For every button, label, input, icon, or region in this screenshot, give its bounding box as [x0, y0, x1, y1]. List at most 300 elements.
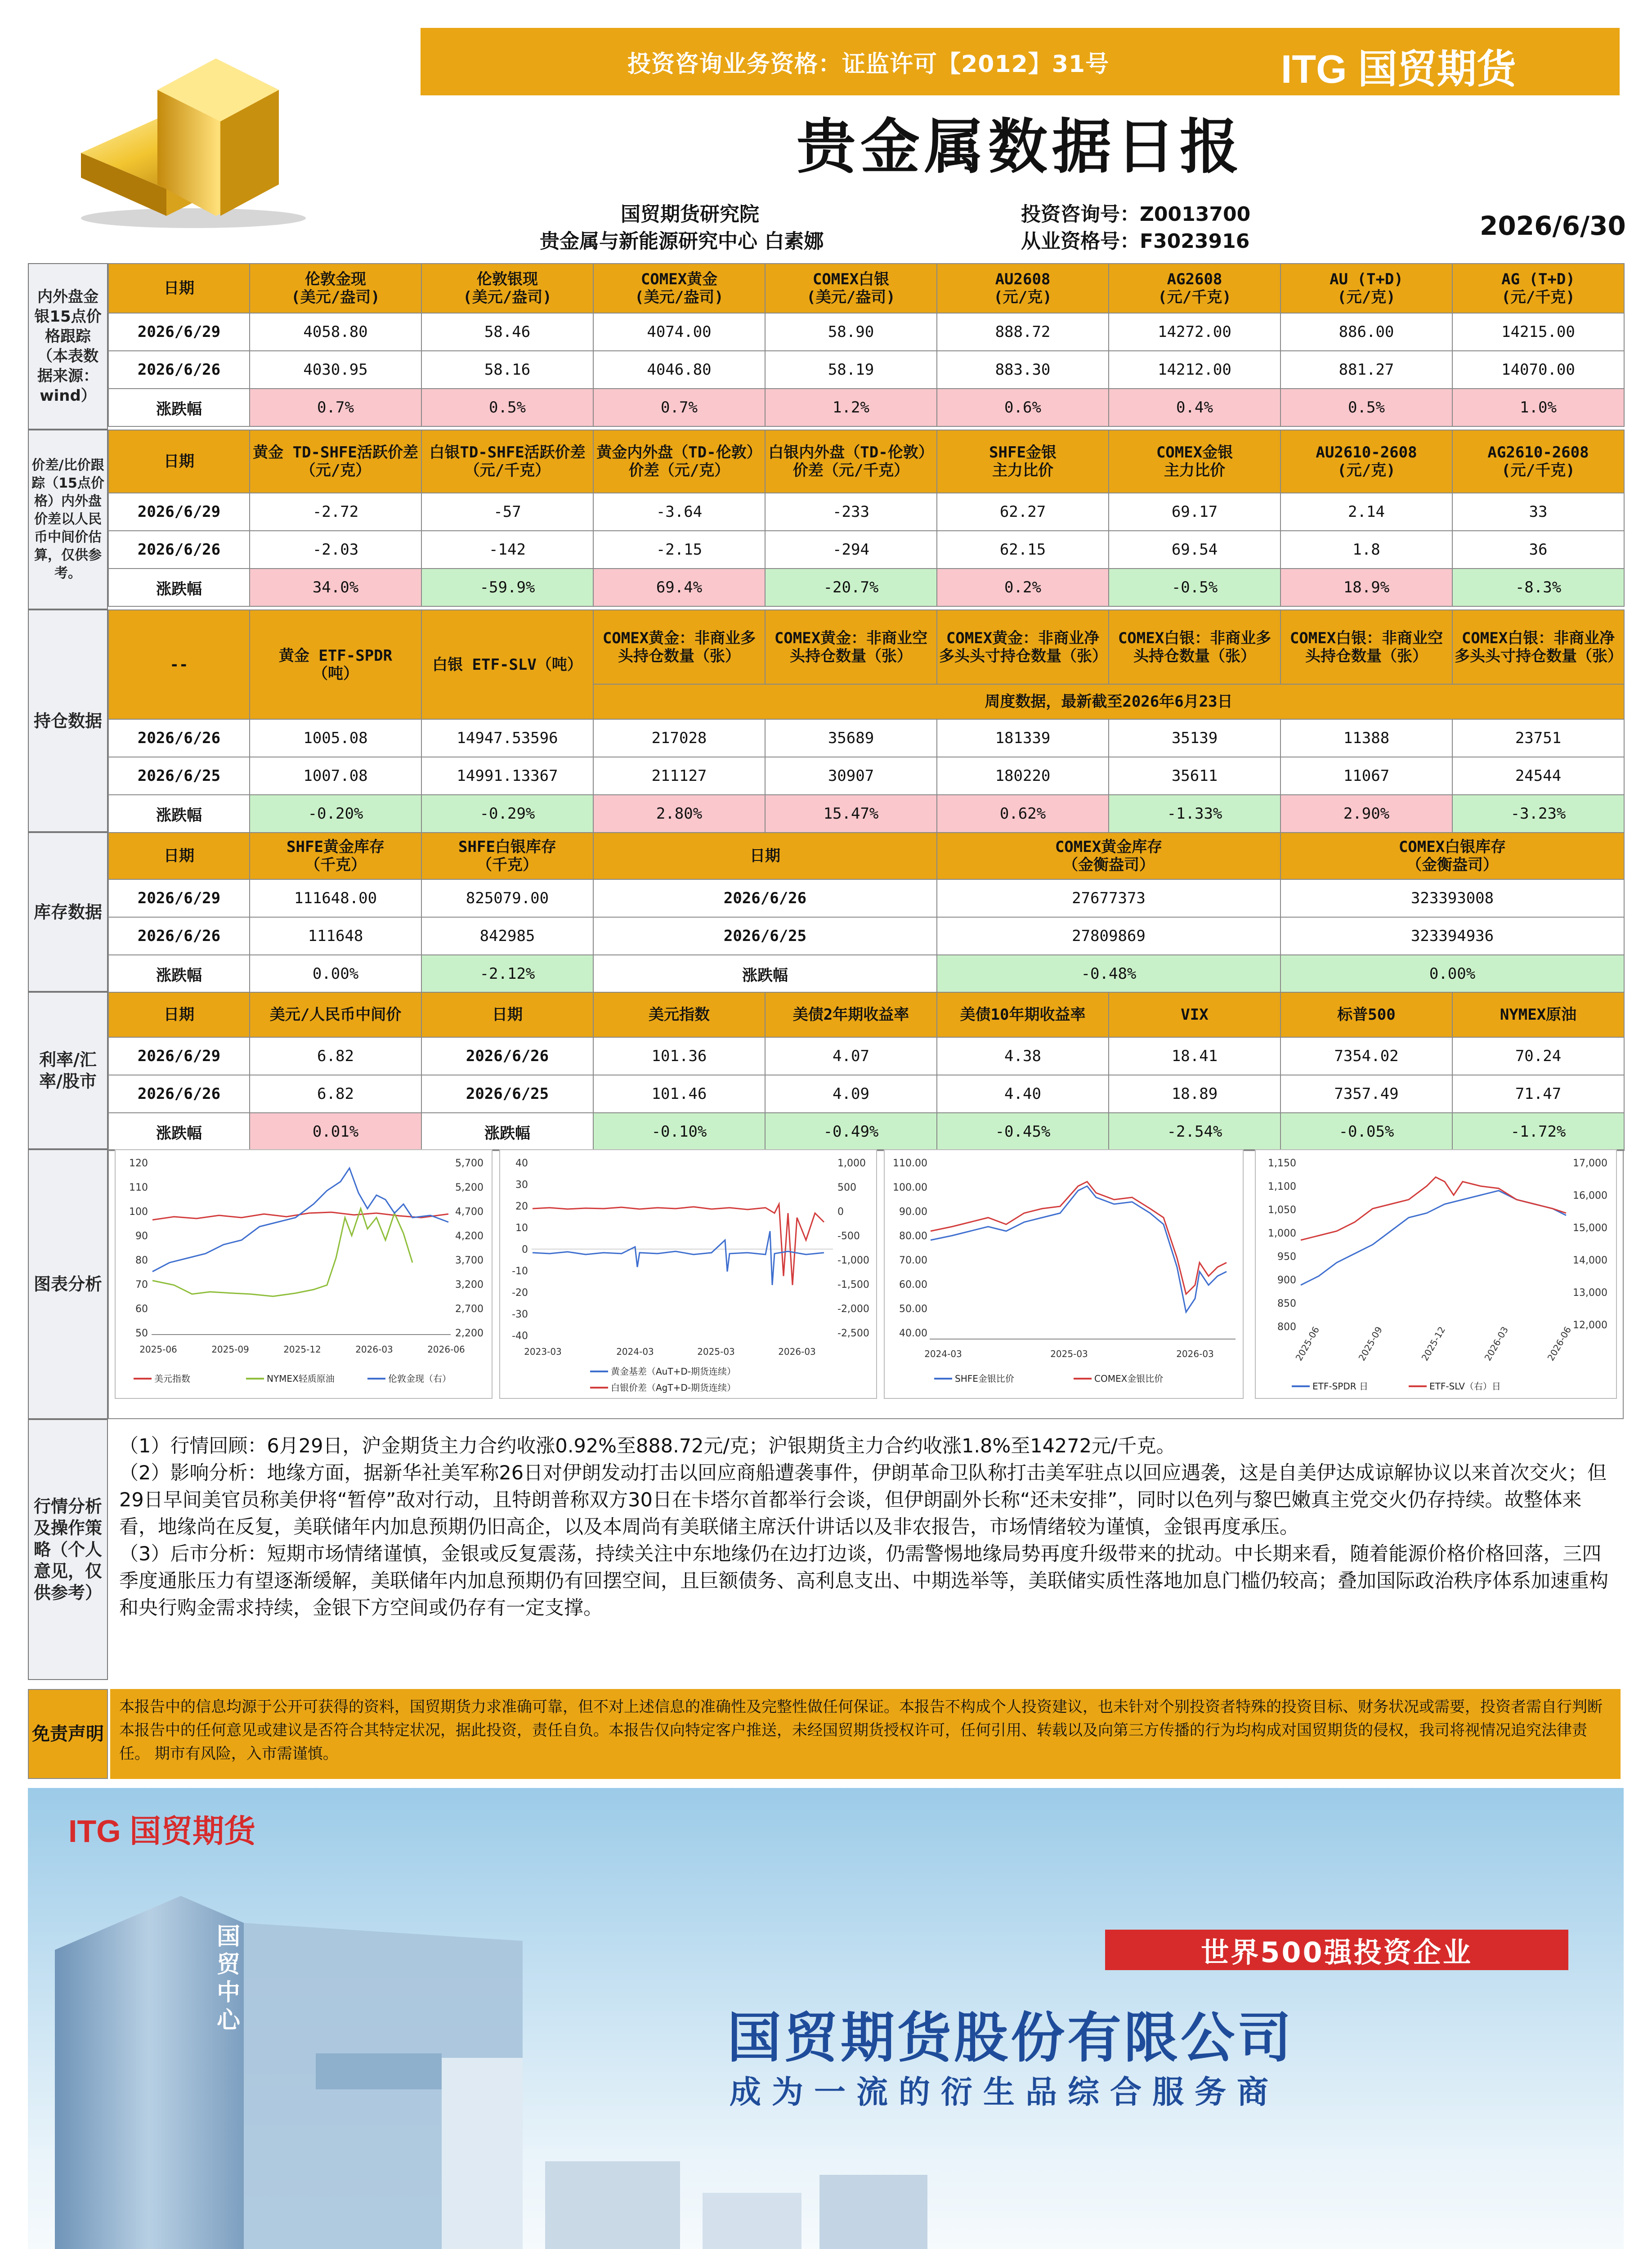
disclaimer-text: 本报告中的信息均源于公开可获得的资料，国贸期货力求准确可靠，但不对上述信息的准确性及完整性做任何保证。本报告不构成个人投资建议，也未针对个别投资者特殊的投资目标、财务状况或需要，投资者需自行判断本报告中的任何意见或建议是否符合其特定状况，据此投资，责任自负。本报告仅向特定客户推送，未经国贸期货授权许可，任何引用、转载以及向第三方传播的行为均构成对国贸期货的侵权，我司将视情况追究法律责任。 期市有风险，入市需谨慎。 — [110, 1689, 1621, 1779]
value-cell: -2.72 — [250, 493, 421, 531]
legend-label: COMEX金银比价 — [1094, 1373, 1164, 1384]
series-spdr — [1301, 1191, 1566, 1285]
header-cell: COMEX黄金：非商业空头持仓数量（张） — [765, 610, 937, 684]
table-row — [108, 531, 1624, 569]
chart4-legend — [1292, 1381, 1501, 1392]
chart-svg-4 — [1256, 1150, 1618, 1400]
date-cell: 2026/6/26 — [108, 1075, 250, 1113]
axis-tick: -1,500 — [837, 1279, 869, 1290]
spread-table — [108, 430, 1625, 607]
change-cell: 0.00% — [250, 955, 421, 993]
header-cell: COMEX白银：非商业空头持仓数量（张） — [1280, 610, 1452, 684]
section-label-text: 行情分析及操作策略（个人意见，仅供参考） — [33, 1496, 102, 1603]
chart2-legend — [590, 1366, 736, 1393]
axis-tick: 30 — [515, 1179, 528, 1191]
series-wti-oil — [152, 1209, 412, 1296]
axis-tick: 15,000 — [1573, 1223, 1607, 1234]
axis-tick: 2026-06 — [427, 1344, 465, 1355]
value-cell: 11067 — [1280, 757, 1452, 795]
axis-tick: 16,000 — [1573, 1190, 1607, 1201]
value-cell: 4046.80 — [593, 351, 765, 389]
value-cell: 886.00 — [1280, 313, 1452, 351]
institute-name: 国贸期货研究院 — [621, 203, 759, 226]
change-label: 涨跌幅 — [593, 955, 937, 993]
value-cell: 35139 — [1109, 719, 1280, 757]
company-banner — [28, 1788, 1624, 2249]
change-cell: -0.49% — [765, 1113, 937, 1151]
change-cell: -8.3% — [1452, 569, 1624, 606]
axis-tick: -500 — [837, 1231, 860, 1242]
axis-tick: -10 — [512, 1266, 528, 1277]
value-cell: 14272.00 — [1109, 313, 1280, 351]
header-cell: SHFE白银库存 （千克） — [421, 833, 593, 879]
value-cell: 58.46 — [421, 313, 593, 351]
legend-label: NYMEX轻质原油 — [267, 1373, 335, 1384]
change-label: 涨跌幅 — [108, 795, 250, 833]
change-cell: 0.2% — [937, 569, 1109, 606]
value-cell: 58.19 — [765, 351, 937, 389]
header-cell: 黄金内外盘（TD-伦敦）价差（元/克） — [593, 430, 765, 493]
chart-basis-spread — [499, 1149, 877, 1399]
header-cell: SHFE黄金库存 （千克） — [250, 833, 421, 879]
change-cell: -2.12% — [421, 955, 593, 993]
table-row — [108, 1075, 1624, 1113]
axis-tick: 90.00 — [899, 1206, 927, 1218]
table-row — [108, 351, 1624, 389]
table-row — [108, 1037, 1624, 1075]
header-cell: AU (T+D) (元/克) — [1280, 264, 1452, 313]
axis-tick: -2,500 — [837, 1328, 869, 1339]
table-row — [108, 1113, 1624, 1151]
header-cell: 黄金 TD-SHFE活跃价差（元/克） — [250, 430, 421, 493]
chart2-left-ticks — [512, 1158, 528, 1342]
value-cell: 14212.00 — [1109, 351, 1280, 389]
axis-tick: -40 — [512, 1331, 528, 1342]
date-cell: 2026/6/26 — [108, 917, 250, 955]
date-cell: 2026/6/29 — [108, 493, 250, 531]
value-cell: 217028 — [593, 719, 765, 757]
date-cell: 2026/6/25 — [593, 917, 937, 955]
axis-tick: -2,000 — [837, 1304, 869, 1315]
value-cell: 1005.08 — [250, 719, 421, 757]
value-cell: 14070.00 — [1452, 351, 1624, 389]
section-label-disclaimer — [28, 1689, 108, 1779]
position-table — [108, 609, 1625, 833]
value-cell: 18.41 — [1109, 1037, 1280, 1075]
change-cell: 0.4% — [1109, 389, 1280, 426]
axis-tick: 20 — [515, 1201, 528, 1212]
change-cell: -0.5% — [1109, 569, 1280, 606]
header-cell: NYMEX原油 — [1452, 992, 1624, 1037]
value-cell: 6.82 — [250, 1037, 421, 1075]
axis-tick: 10 — [515, 1223, 528, 1234]
date-cell: 2026/6/25 — [108, 757, 250, 795]
legend-label: 白银价差（AgT+D-期货连续） — [611, 1382, 736, 1393]
table-row — [108, 757, 1624, 795]
axis-tick: 5,200 — [455, 1182, 484, 1193]
axis-tick: 4,200 — [455, 1231, 484, 1242]
table-row — [108, 879, 1624, 917]
header-cell: 标普500 — [1280, 992, 1452, 1037]
change-cell: 0.6% — [937, 389, 1109, 426]
value-cell: 36 — [1452, 531, 1624, 569]
table-row — [108, 493, 1624, 531]
header-cell: 日期 — [108, 833, 250, 879]
date-cell: 2026/6/26 — [421, 1037, 593, 1075]
value-cell: 33 — [1452, 493, 1624, 531]
axis-tick: 2024-03 — [924, 1349, 962, 1359]
value-cell: 181339 — [937, 719, 1109, 757]
axis-tick: 12,000 — [1573, 1320, 1607, 1331]
value-cell: 4.38 — [937, 1037, 1109, 1075]
axis-tick: 800 — [1277, 1322, 1296, 1333]
change-cell: -1.72% — [1452, 1113, 1624, 1151]
change-cell: 0.5% — [421, 389, 593, 426]
change-cell: 18.9% — [1280, 569, 1452, 606]
axis-tick: 2026-06 — [1545, 1325, 1574, 1363]
banner-logo: ITG 国贸期货 — [68, 1814, 256, 1849]
axis-tick: 120 — [129, 1158, 148, 1169]
axis-tick: 500 — [837, 1182, 856, 1193]
header-cell: AU2610-2608 (元/克) — [1280, 430, 1452, 493]
chart3-x-ticks — [924, 1349, 1214, 1359]
change-cell: 0.00% — [1280, 955, 1624, 993]
analysis-paragraph: （1）行情回顾：6月29日，沪金期货主力合约收涨0.92%至888.72元/克；沪银期货主力合约收涨1.8%至14272元/千克。 — [119, 1435, 1176, 1457]
header-cell: COMEX黄金：非商业多头持仓数量（张） — [593, 610, 765, 684]
value-cell: 35611 — [1109, 757, 1280, 795]
change-cell: 1.2% — [765, 389, 937, 426]
company-slogan: 成为一流的衍生品综合服务商 — [730, 2074, 1279, 2110]
series-shfe-ratio — [931, 1186, 1227, 1312]
axis-tick: 2025-06 — [1293, 1325, 1322, 1363]
header-cell: AU2608 (元/克) — [937, 264, 1109, 313]
axis-tick: 70 — [135, 1279, 148, 1290]
axis-tick: 2025-06 — [139, 1344, 177, 1355]
axis-tick: 1,150 — [1268, 1158, 1296, 1169]
research-center: 贵金属与新能源研究中心 白素娜 — [540, 230, 824, 253]
chart1-x-ticks — [139, 1344, 465, 1355]
header-cell: COMEX黄金：非商业净多头头寸持仓数量（张） — [937, 610, 1109, 684]
axis-tick: 1,000 — [837, 1158, 866, 1169]
value-cell: 4.07 — [765, 1037, 937, 1075]
table-row — [108, 569, 1624, 606]
change-cell: -0.29% — [421, 795, 593, 833]
axis-tick: 2026-03 — [355, 1344, 393, 1355]
itg-logo: ITG 国贸期货 — [1280, 47, 1516, 91]
header-cell: -- — [108, 610, 250, 719]
change-cell: -59.9% — [421, 569, 593, 606]
header-cell: 黄金 ETF-SPDR （吨） — [250, 610, 421, 719]
value-cell: -3.64 — [593, 493, 765, 531]
date-cell: 2026/6/29 — [108, 313, 250, 351]
change-cell: -0.48% — [937, 955, 1280, 993]
axis-tick: 100.00 — [893, 1182, 927, 1193]
chart-gold-silver-ratio — [884, 1149, 1244, 1399]
header-cell: AG2610-2608 (元/千克) — [1452, 430, 1624, 493]
axis-tick: 950 — [1277, 1251, 1296, 1263]
table-row — [108, 917, 1624, 955]
axis-tick: 60.00 — [899, 1279, 927, 1290]
value-cell: 4058.80 — [250, 313, 421, 351]
value-cell: 24544 — [1452, 757, 1624, 795]
series-slv — [1301, 1177, 1566, 1240]
series-london-gold — [152, 1168, 448, 1272]
value-cell: -2.03 — [250, 531, 421, 569]
value-cell: -294 — [765, 531, 937, 569]
value-cell: 2.14 — [1280, 493, 1452, 531]
analysis-paragraph: （3）后市分析：短期市场情绪谨慎，金银或反复震荡，持续关注中东地缘仍在边打边谈，仍需警惕地缘局势再度升级带来的扰动。中长期来看，随着能源价格价格回落，三四季度通胀压力有望逐渐缓解，美联储年内加息预期仍有回摆空间，且巨额债务、高利息支出、中期选举等，美联储实质性落地加息门槛仍较高；叠加国际政治秩序体系加速重构和央行购金需求持续，金银下方空间或仍存有一定支撑。 — [119, 1543, 1608, 1619]
header-cell: AG2608 (元/千克) — [1109, 264, 1280, 313]
company-name: 国贸期货股份有限公司 — [727, 2007, 1294, 2070]
axis-tick: 70.00 — [899, 1255, 927, 1266]
value-cell: 323393008 — [1280, 879, 1624, 917]
series-comex-ratio — [931, 1182, 1227, 1294]
axis-tick: 3,700 — [455, 1255, 484, 1266]
value-cell: 101.36 — [593, 1037, 765, 1075]
axis-tick: -30 — [512, 1309, 528, 1320]
chart4-x-ticks — [1294, 1325, 1574, 1362]
market-analysis — [110, 1428, 1621, 1678]
axis-tick: 3,200 — [455, 1279, 484, 1290]
tagline-text: 世界500强投资企业 — [1201, 1935, 1473, 1969]
section-label-charts — [28, 1149, 108, 1419]
axis-tick: 850 — [1277, 1298, 1296, 1309]
section-label-text: 利率/汇率/股市 — [39, 1050, 97, 1091]
axis-tick: 2026-03 — [778, 1346, 816, 1357]
header-cell: 白银 ETF-SLV（吨） — [421, 610, 593, 719]
axis-tick: 60 — [135, 1304, 148, 1315]
axis-tick: 900 — [1277, 1275, 1296, 1286]
change-label: 涨跌幅 — [108, 955, 250, 993]
change-cell: 0.7% — [250, 389, 421, 426]
chart-usd-oil-gold — [115, 1149, 492, 1399]
header-cell: COMEX白银：非商业多头持仓数量（张） — [1109, 610, 1280, 684]
axis-tick: 90 — [135, 1231, 148, 1242]
axis-tick: 2025-12 — [283, 1344, 321, 1355]
legend-label: SHFE金银比价 — [955, 1373, 1014, 1384]
date-cell: 2026/6/25 — [421, 1075, 593, 1113]
axis-tick: 80 — [135, 1255, 148, 1266]
value-cell: 888.72 — [937, 313, 1109, 351]
chart2-right-ticks — [837, 1158, 869, 1339]
value-cell: 4074.00 — [593, 313, 765, 351]
consult-number: 投资咨询号：Z0013700 — [1021, 203, 1251, 226]
axis-tick: 2025-03 — [697, 1346, 735, 1357]
legend-label: 美元指数 — [154, 1373, 190, 1384]
price-table — [108, 263, 1625, 427]
header-cell: 日期 — [108, 430, 250, 493]
axis-tick: -1,000 — [837, 1255, 869, 1266]
axis-tick: 4,700 — [455, 1206, 484, 1218]
inventory-table — [108, 832, 1625, 993]
axis-tick: 13,000 — [1573, 1287, 1607, 1299]
axis-tick: 2026-03 — [1176, 1349, 1214, 1359]
chart-svg-1 — [116, 1150, 493, 1400]
table-row — [108, 313, 1624, 351]
value-cell: 883.30 — [937, 351, 1109, 389]
axis-tick: 5,700 — [455, 1158, 484, 1169]
value-cell: 70.24 — [1452, 1037, 1624, 1075]
header-cell: 日期 — [108, 264, 250, 313]
value-cell: 27677373 — [937, 879, 1280, 917]
change-cell: 0.62% — [937, 795, 1109, 833]
change-label: 涨跌幅 — [108, 389, 250, 426]
section-label-text: 免责声明 — [32, 1724, 104, 1744]
value-cell: 180220 — [937, 757, 1109, 795]
header-cell: 白银内外盘（TD-伦敦）价差（元/千克） — [765, 430, 937, 493]
section-label-spread — [28, 430, 108, 609]
qualification-text: 投资咨询业务资格：证监许可【2012】31号 — [627, 51, 1110, 78]
series-gold-basis — [533, 1231, 824, 1285]
practice-number: 从业资格号：F3023916 — [1021, 230, 1250, 253]
header-cell: COMEX白银：非商业净多头头寸持仓数量（张） — [1452, 610, 1624, 684]
chart4-right-ticks — [1573, 1158, 1607, 1331]
change-cell: 1.0% — [1452, 389, 1624, 426]
section-label-text: 库存数据 — [33, 902, 102, 922]
date-cell: 2026/6/29 — [108, 879, 250, 917]
legend-label: 黄金基差（AuT+D-期货连续） — [611, 1366, 736, 1377]
value-cell: 7354.02 — [1280, 1037, 1452, 1075]
value-cell: -142 — [421, 531, 593, 569]
axis-tick: 80.00 — [899, 1231, 927, 1242]
axis-tick: 2025-09 — [211, 1344, 249, 1355]
axis-tick: 0 — [837, 1206, 844, 1218]
header-cell: AG (T+D) (元/千克) — [1452, 264, 1624, 313]
axis-tick: 17,000 — [1573, 1158, 1607, 1169]
section-label-text: 图表分析 — [33, 1274, 102, 1294]
value-cell: 881.27 — [1280, 351, 1452, 389]
header-cell: 日期 — [593, 833, 937, 879]
date-cell: 2026/6/26 — [593, 879, 937, 917]
top-banner — [421, 28, 1620, 95]
header-cell: 日期 — [108, 992, 250, 1037]
value-cell: 6.82 — [250, 1075, 421, 1113]
change-cell: 34.0% — [250, 569, 421, 606]
header-cell: 美债10年期收益率 — [937, 992, 1109, 1037]
page-title: 贵金属数据日报 — [797, 112, 1244, 182]
change-label: 涨跌幅 — [421, 1113, 593, 1151]
value-cell: 111648 — [250, 917, 421, 955]
change-cell: 15.47% — [765, 795, 937, 833]
change-cell: 2.90% — [1280, 795, 1452, 833]
chart3-legend — [934, 1373, 1163, 1384]
axis-tick: 100 — [129, 1206, 148, 1218]
header-cell: COMEX黄金库存 （金衡盎司） — [937, 833, 1280, 879]
header-cell: 日期 — [421, 992, 593, 1037]
table-row — [108, 795, 1624, 833]
section-label-text: 持仓数据 — [33, 711, 102, 731]
axis-tick: 1,100 — [1268, 1181, 1296, 1192]
header-cell: COMEX白银库存 （金衡盎司） — [1280, 833, 1624, 879]
value-cell: 69.17 — [1109, 493, 1280, 531]
chart2-x-ticks — [524, 1346, 816, 1357]
value-cell: 27809869 — [937, 917, 1280, 955]
value-cell: 1.8 — [1280, 531, 1452, 569]
analysis-paragraph: （2）影响分析：地缘方面，据新华社美军称26日对伊朗发动打击以回应商船遭袭事件，伊朗革命卫队称打击美军驻点以回应遇袭，这是自美伊达成谅解协议以来首次交火；但29日早间美官员称美伊将“暂停”敌对行动，且特朗普称双方30日在卡塔尔首都举行会谈，但伊朗副外长称“还未安排”，同时以色列与黎巴嫩真主党交火仍存持续。故整体来看，地缘尚在反复，美联储年内加息预期仍旧高企，以及本周尚有美联储主席沃什讲话以及非农报告，市场情绪较为谨慎，金银再度承压。 — [119, 1462, 1607, 1538]
axis-tick: -20 — [512, 1287, 528, 1299]
change-cell: 0.01% — [250, 1113, 421, 1151]
change-label: 涨跌幅 — [108, 569, 250, 606]
value-cell: 842985 — [421, 917, 593, 955]
report-date: 2026/6/30 — [1480, 211, 1626, 241]
header-cell: SHFE金银 主力比价 — [937, 430, 1109, 493]
legend-label: ETF-SPDR 日 — [1312, 1381, 1368, 1392]
axis-tick: 1,000 — [1268, 1228, 1296, 1239]
axis-tick: 110.00 — [893, 1158, 927, 1169]
section-label-text: 价差/比价跟踪（15点价格）内外盘价差以人民币中间价估算，仅供参考。 — [31, 457, 104, 581]
value-cell: 71.47 — [1452, 1075, 1624, 1113]
date-cell: 2026/6/26 — [108, 351, 250, 389]
legend-label: ETF-SLV（右）日 — [1429, 1381, 1501, 1392]
change-cell: -1.33% — [1109, 795, 1280, 833]
chart1-right-ticks — [455, 1158, 484, 1339]
value-cell: -2.15 — [593, 531, 765, 569]
change-cell: 0.7% — [593, 389, 765, 426]
axis-tick: 2024-03 — [616, 1346, 654, 1357]
value-cell: 18.89 — [1109, 1075, 1280, 1113]
value-cell: 23751 — [1452, 719, 1624, 757]
axis-tick: 2025-09 — [1356, 1325, 1385, 1363]
value-cell: 323394936 — [1280, 917, 1624, 955]
axis-tick: 2,700 — [455, 1304, 484, 1315]
header-cell: COMEX金银 主力比价 — [1109, 430, 1280, 493]
change-cell: 69.4% — [593, 569, 765, 606]
chart1-legend — [134, 1373, 451, 1384]
chart1-left-ticks — [129, 1158, 148, 1339]
header-cell: COMEX黄金 (美元/盎司) — [593, 264, 765, 313]
value-cell: 4030.95 — [250, 351, 421, 389]
axis-tick: 40 — [515, 1158, 528, 1169]
chart-svg-3 — [885, 1150, 1245, 1400]
date-cell: 2026/6/26 — [108, 719, 250, 757]
fortune500-tagline — [1105, 1930, 1568, 1970]
value-cell: 1007.08 — [250, 757, 421, 795]
change-cell: -0.20% — [250, 795, 421, 833]
value-cell: 4.09 — [765, 1075, 937, 1113]
value-cell: 4.40 — [937, 1075, 1109, 1113]
chart3-left-ticks — [893, 1158, 927, 1339]
value-cell: 7357.49 — [1280, 1075, 1452, 1113]
section-label-analysis — [28, 1419, 108, 1680]
chart-svg-2 — [500, 1150, 878, 1400]
header-cell: 伦敦金现 (美元/盎司) — [250, 264, 421, 313]
axis-tick: 14,000 — [1573, 1255, 1607, 1266]
header-cell: 美债2年期收益率 — [765, 992, 937, 1037]
section-label-position — [28, 609, 108, 832]
change-label: 涨跌幅 — [108, 1113, 250, 1151]
change-cell: -0.10% — [593, 1113, 765, 1151]
value-cell: 14947.53596 — [421, 719, 593, 757]
header-cell: 伦敦银现 (美元/盎司) — [421, 264, 593, 313]
table-row — [108, 719, 1624, 757]
axis-tick: 2025-12 — [1419, 1325, 1448, 1363]
axis-tick: 0 — [522, 1244, 528, 1255]
change-cell: -3.23% — [1452, 795, 1624, 833]
rates-table — [108, 992, 1625, 1151]
legend-label: 伦敦金现（右） — [388, 1373, 451, 1384]
value-cell: 58.90 — [765, 313, 937, 351]
weekly-note: 周度数据，最新截至2026年6月23日 — [593, 684, 1624, 719]
axis-tick: 2026-03 — [1482, 1325, 1511, 1363]
axis-tick: 2023-03 — [524, 1346, 562, 1357]
value-cell: 14991.13367 — [421, 757, 593, 795]
value-cell: 14215.00 — [1452, 313, 1624, 351]
value-cell: 69.54 — [1109, 531, 1280, 569]
value-cell: -57 — [421, 493, 593, 531]
section-label-rates — [28, 992, 108, 1149]
section-label-inventory — [28, 832, 108, 992]
gold-bars-image — [67, 40, 319, 229]
